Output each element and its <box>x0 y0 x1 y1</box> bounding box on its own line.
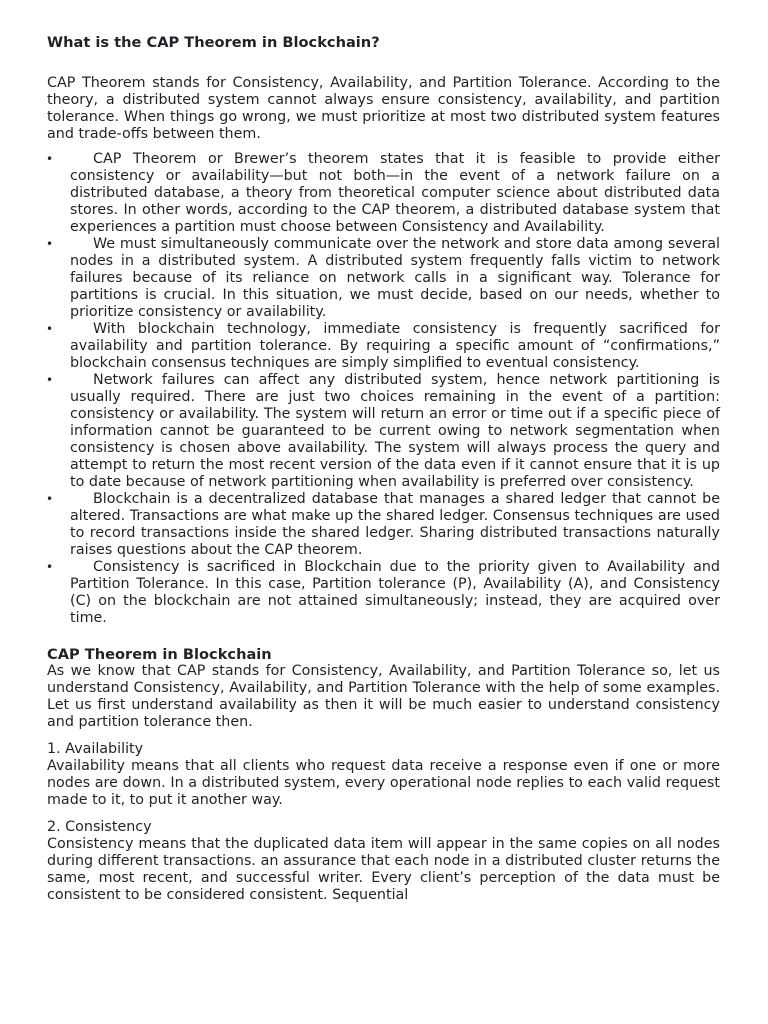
list-item <box>47 372 720 491</box>
list-item-text: Blockchain is a decentralized database that manages a shared ledger that cannot be altered. Transactions are what make up the shared ledger. Consensus techniques are used to record transactions inside the shared ledger. Sharing distributed transactions naturally raises questions about the CAP theorem. <box>70 491 720 558</box>
document-title: What is the CAP Theorem in Blockchain? <box>47 34 380 51</box>
list-item <box>47 491 720 559</box>
consistency-paragraph: Consistency means that the duplicated data item will appear in the same copies on all nodes during different transactions. an assurance that each node in a distributed cluster returns the same, most recent, and successful writer. Every client’s perception of the data must be consistent to be considered consistent. Sequential <box>47 836 720 903</box>
bullet-icon: • <box>46 152 54 166</box>
bullet-icon: • <box>46 560 54 574</box>
bullet-icon: • <box>46 237 54 251</box>
bullet-icon: • <box>46 492 54 506</box>
list-item <box>47 236 720 321</box>
list-item-text: Consistency is sacrificed in Blockchain due to the priority given to Availability and Partition Tolerance. In this case, Partition tolerance (P), Availability (A), and Consistency (C) on the blockchain are not attained simultaneously; instead, they are acquired over time. <box>70 559 720 626</box>
list-item <box>47 559 720 627</box>
cap-bullet-list <box>47 151 720 627</box>
bullet-icon: • <box>46 373 54 387</box>
list-item-text: Network failures can affect any distributed system, hence network partitioning is usually required. There are just two choices remaining in the event of a partition: consistency or availability. The system will return an error or time out if a specific piece of information cannot be guaranteed to be current owing to network segmentation when consistency is chosen above availability. The system will always process the query and attempt to return the most recent version of the data even if it cannot ensure that it is up to date because of network partitioning when availability is preferred over consistency. <box>70 372 720 490</box>
availability-section <box>47 741 720 809</box>
availability-paragraph: Availability means that all clients who request data receive a response even if one or more nodes are down. In a distributed system, every operational node replies to each valid request made to it, to put it another way. <box>47 758 720 808</box>
list-item <box>47 151 720 236</box>
document-body <box>47 34 720 904</box>
section-heading: CAP Theorem in Blockchain <box>47 646 272 663</box>
consistency-section <box>47 819 720 904</box>
list-item-text: We must simultaneously communicate over the network and store data among several nodes in a distributed system. A distributed system frequently falls victim to network failures because of its reliance on network calls in a significant way. Tolerance for partitions is crucial. In this situation, we must decide, based on our needs, whether to prioritize consistency or availability. <box>70 236 720 320</box>
consistency-heading: 2. Consistency <box>47 819 152 835</box>
list-item-text: With blockchain technology, immediate consistency is frequently sacrificed for availability and partition tolerance. By requiring a specific amount of “confirmations,” blockchain consensus techniques are simply simplified to eventual consistency. <box>70 321 720 371</box>
availability-heading: 1. Availability <box>47 741 144 757</box>
section-intro-paragraph: As we know that CAP stands for Consistency, Availability, and Partition Tolerance so, let us understand Consistency, Availability, and Partition Tolerance with the help of some examples. Let us first understand availability as then it will be much easier to understand consistency and partition tolerance then. <box>47 663 720 730</box>
list-item <box>47 321 720 372</box>
list-item-text: CAP Theorem or Brewer’s theorem states that it is feasible to provide either consistency or availability—but not both—in the event of a network failure on a distributed database, a theory from theoretical computer science about distributed data stores. In other words, according to the CAP theorem, a distributed database system that experiences a partition must choose between Consistency and Availability. <box>70 151 720 235</box>
intro-paragraph: CAP Theorem stands for Consistency, Availability, and Partition Tolerance. According to the theory, a distributed system cannot always ensure consistency, availability, and partition tolerance. When things go wrong, we must prioritize at most two distributed system features and trade-offs between them. <box>47 75 720 142</box>
bullet-icon: • <box>46 322 54 336</box>
